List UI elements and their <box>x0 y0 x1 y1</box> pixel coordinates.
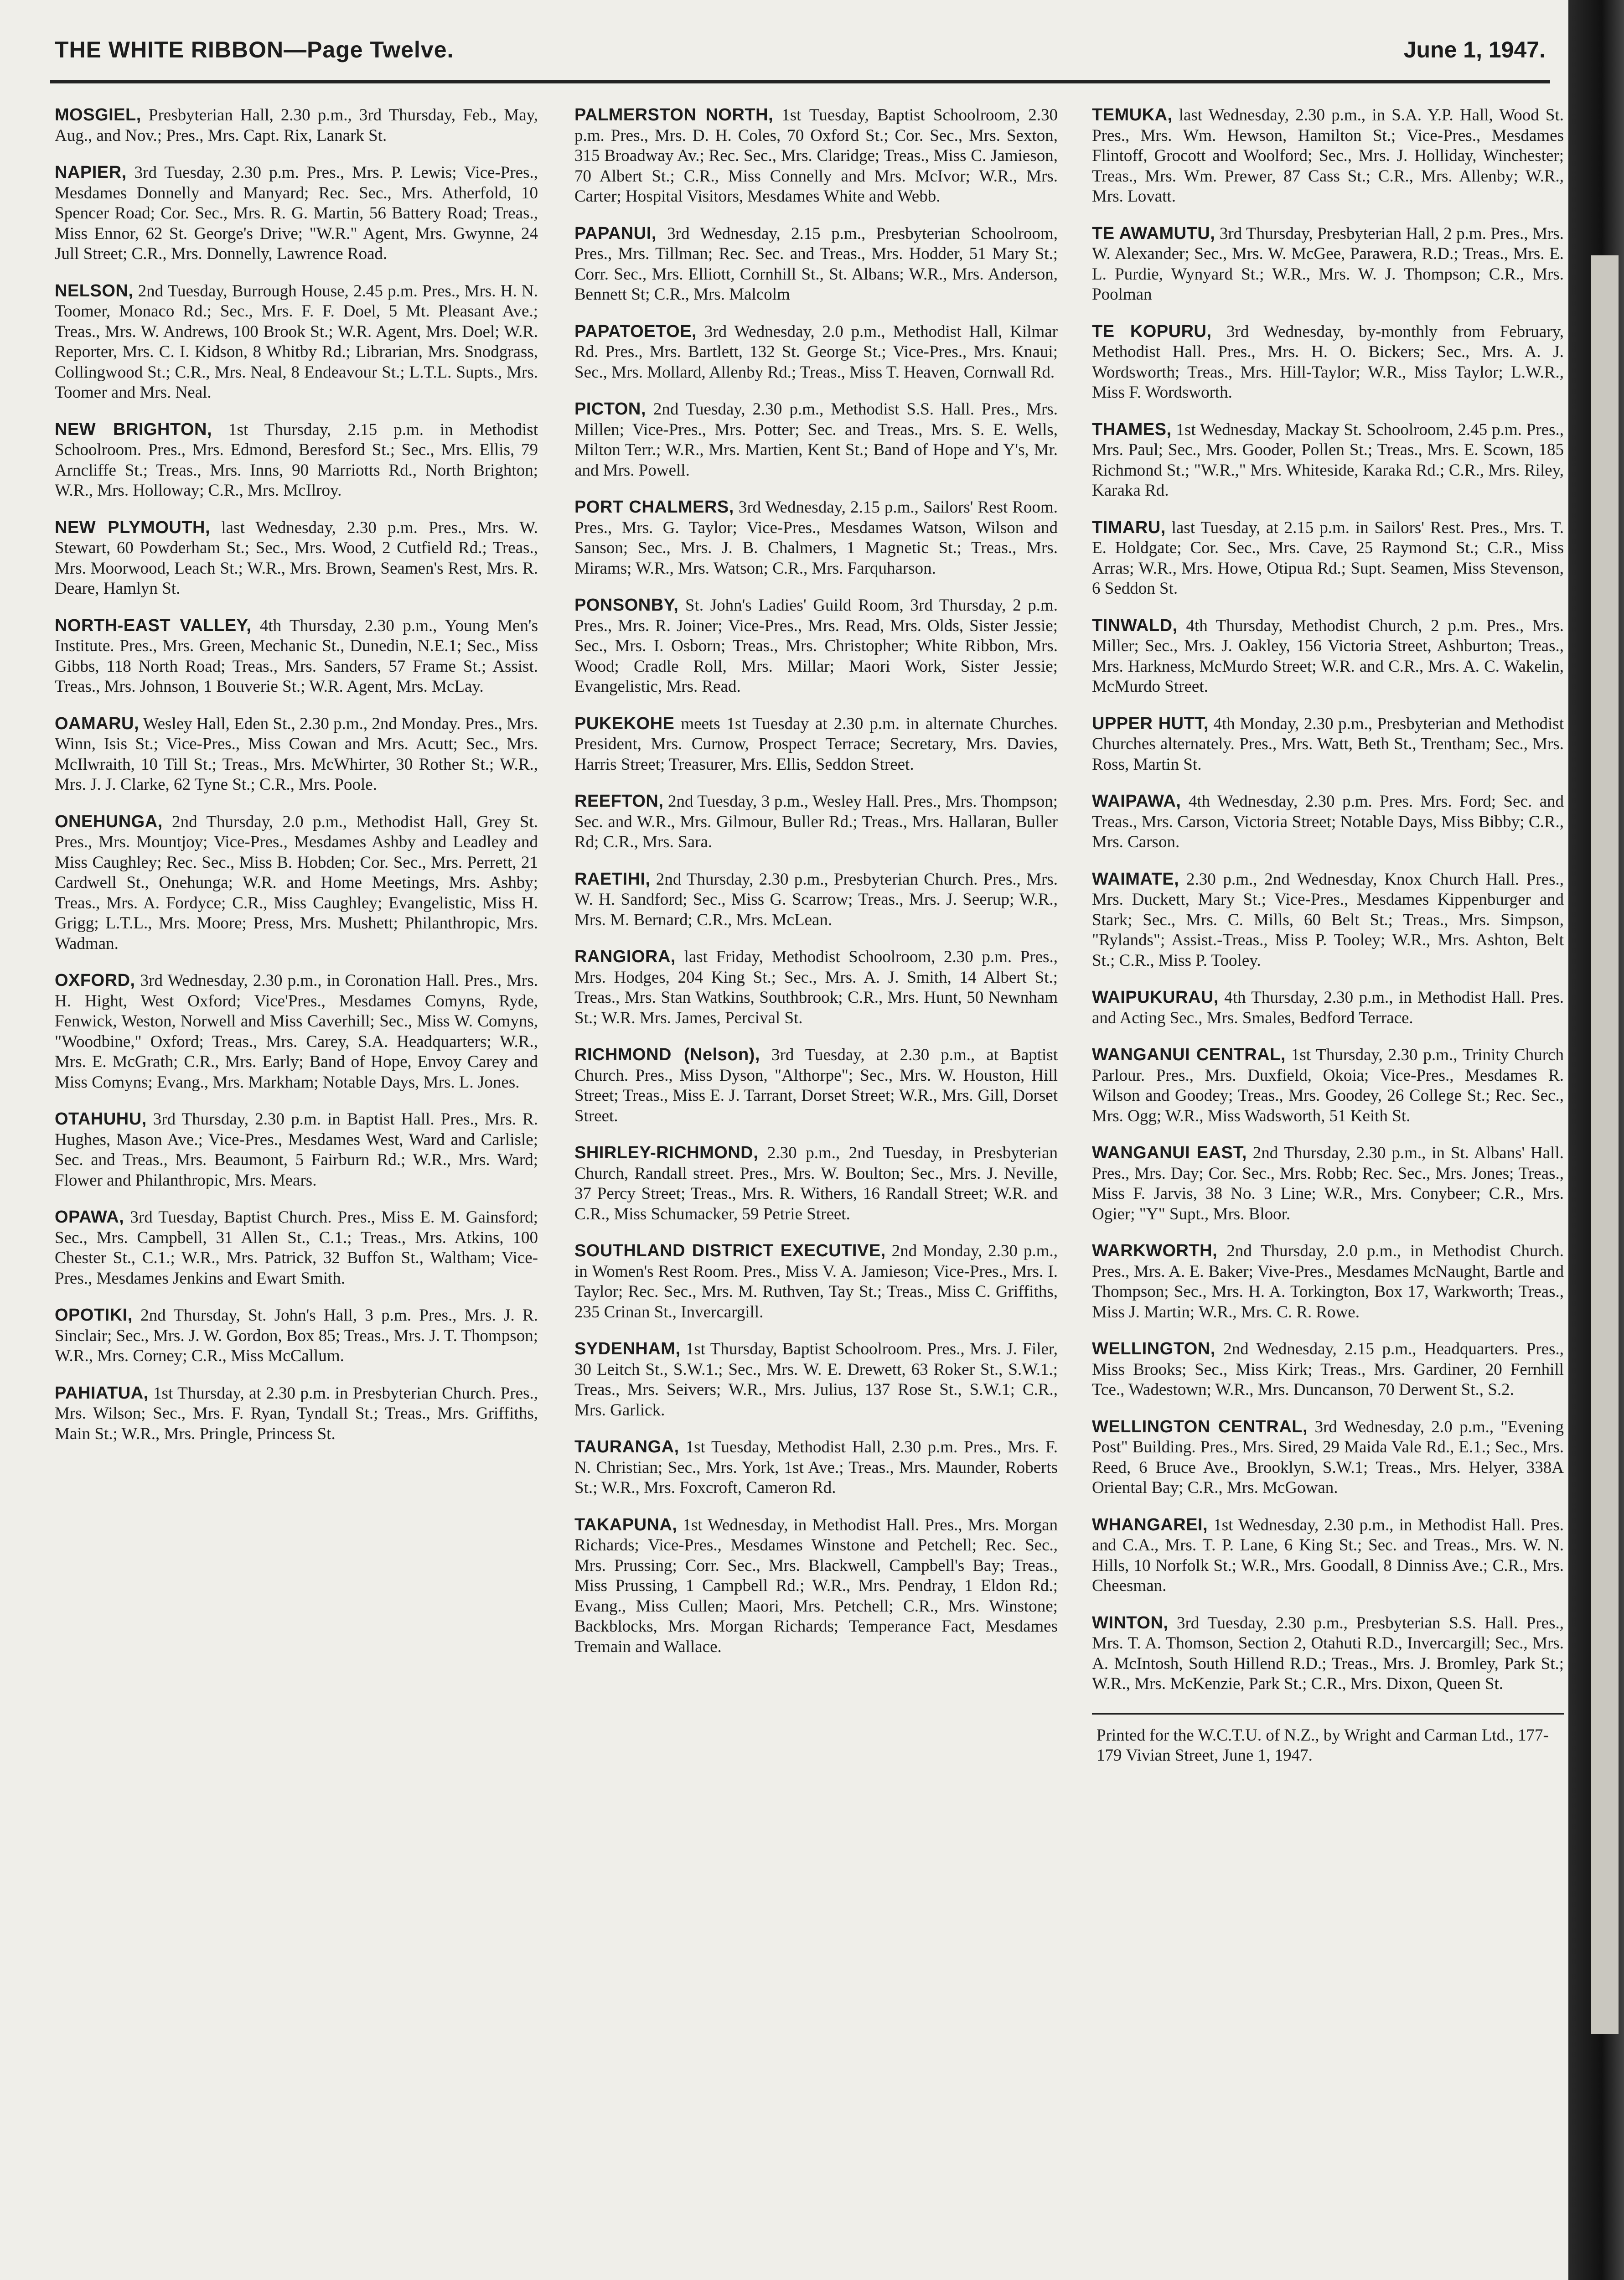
entry-name: THAMES, <box>1092 420 1172 439</box>
column-3 <box>1092 105 1564 2280</box>
directory-entry <box>1092 616 1564 697</box>
directory-entry <box>1092 105 1564 207</box>
directory-entry <box>55 714 538 795</box>
entry-text: last Friday, Methodist Schoolroom, 2.30 p.m. Pres., Mrs. Hodges, 204 King St.; Sec., Mrs. A. J. Smith, 14 Albert St.; Treas., Mrs. Stan Watkins, Southbrook; C.R., Mrs. Hunt, 50 Newnham St.; W.R. Mrs. James, Percival St. <box>574 948 1058 1027</box>
directory-entry <box>55 616 538 697</box>
entry-name: WAIMATE, <box>1092 869 1179 889</box>
entry-text: 3rd Wednesday, 2.15 p.m., Presbyterian Schoolroom, Pres., Mrs. Tillman; Rec. Sec. and Treas., Mrs. Hodder, 51 Mary St.; Corr. Sec., Mrs. Elliott, Cornhill St., St. Albans; W.R., Mrs. Anderson, Bennett St; C.R., Mrs. Malcolm <box>574 224 1058 304</box>
entry-text: 2nd Monday, 2.30 p.m., in Women's Rest Room. Pres., Miss V. A. Jamieson; Vice-Pres., Mrs. I. Taylor; Rec. Sec., Mrs. M. Ruthven, Tay St.; Treas., Miss C. Griffiths, 235 Crinan St., Invercargill. <box>574 1242 1058 1321</box>
entry-name: WAIPUKURAU, <box>1092 988 1219 1007</box>
entry-text: 1st Tuesday, Baptist Schoolroom, 2.30 p.m. Pres., Mrs. D. H. Coles, 70 Oxford St.; Cor. Sec., Mrs. Sexton, 315 Broadway Av.; Rec. Sec., Mrs. Claridge; Treas., Miss C. Jamieson, 70 Albert St.; C.R., Miss Connelly and Mrs. McIvor; W.R., Mrs. Carter; Hospital Visitors, Mesdames White and Webb. <box>574 106 1058 206</box>
entry-text: 4th Wednesday, 2.30 p.m. Pres. Mrs. Ford; Sec. and Treas., Mrs. Carson, Victoria Street; Notable Days, Miss Bibby; C.R., Mrs. Carson. <box>1092 792 1564 851</box>
entry-name: TE KOPURU, <box>1092 321 1212 341</box>
directory-entry <box>574 497 1058 579</box>
entry-name: OAMARU, <box>55 714 140 733</box>
entry-text: 2nd Wednesday, 2.15 p.m., Headquarters. Pres., Miss Brooks; Sec., Miss Kirk; Treas., Mrs. Gardiner, 20 Fernhill Tce., Wadestown; W.R., Mrs. Duncanson, 70 Derwent St., S.2. <box>1092 1340 1564 1399</box>
entry-text: meets 1st Tuesday at 2.30 p.m. in alternate Churches. President, Mrs. Curnow, Prospect Terrace; Secretary, Mrs. Davies, Harris Street; Treasurer, Mrs. Ellis, Seddon Street. <box>574 714 1058 774</box>
directory-entry <box>574 1241 1058 1322</box>
entry-text: 2nd Thursday, 2.0 p.m., in Methodist Church. Pres., Mrs. A. E. Baker; Vive-Pres., Mesdames McNaught, Bartle and Thompson; Sec., Mrs. H. A. Torkington, Box 17, Warkworth; Treas., Miss J. Martin; W.R., Mrs. C. R. Rowe. <box>1092 1242 1564 1321</box>
entry-text: 1st Thursday, Baptist Schoolroom. Pres., Mrs. J. Filer, 30 Leitch St., S.W.1.; Sec., Mrs. W. E. Drewett, 63 Roker St., S.W.1.; Treas., Mrs. Seivers; W.R., Mrs. Julius, 137 Rose St., S.W.1; C.R., Mrs. Garlick. <box>574 1340 1058 1420</box>
directory-entry <box>574 1515 1058 1658</box>
entry-text: 2nd Tuesday, 3 p.m., Wesley Hall. Pres., Mrs. Thompson; Sec. and W.R., Mrs. Gilmour, Buller Rd.; Treas., Mrs. Hallaran, Buller Rd; C.R., Mrs. Sara. <box>574 792 1058 851</box>
page-date: June 1, 1947. <box>1403 37 1546 62</box>
entry-name: WELLINGTON, <box>1092 1339 1215 1358</box>
entry-text: 1st Thursday, 2.30 p.m., Trinity Church Parlour. Pres., Mrs. Duxfield, Okoia; Vice-Pres., Mesdames R. Wilson and Goodey; Treas., Mrs. Goodey, 26 College St.; Rec. Sec., Mrs. Ogg; W.R., Miss Wadsworth, 51 Keith St. <box>1092 1046 1564 1125</box>
directory-entry <box>1092 1515 1564 1596</box>
entry-text: 4th Thursday, 2.30 p.m., in Methodist Hall. Pres. and Acting Sec., Mrs. Smales, Bedford Terrace. <box>1092 988 1564 1027</box>
directory-entry <box>574 1045 1058 1126</box>
directory-entry <box>574 105 1058 207</box>
directory-entry <box>55 420 538 501</box>
directory-entry <box>55 105 538 146</box>
entry-name: RICHMOND (Nelson), <box>574 1045 760 1064</box>
entry-name: ONEHUNGA, <box>55 812 163 831</box>
directory-entry <box>574 1437 1058 1498</box>
entry-text: 3rd Thursday, Presbyterian Hall, 2 p.m. Pres., Mrs. W. Alexander; Sec., Mrs. W. McGee, Parawera, R.D.; Treas., Mrs. E. L. Purdie, Wynyard St.; W.R., Mrs. W. J. Thompson; C.R., Mrs. Poolman <box>1092 224 1564 304</box>
entry-text: last Wednesday, 2.30 p.m., in S.A. Y.P. Hall, Wood St. Pres., Mrs. Wm. Hewson, Hamilton St.; Vice-Pres., Mesdames Flintoff, Grocott and Woolford; Sec., Mrs. J. Holliday, Winchester; Treas., Mrs. Wm. Prewer, 87 Cass St.; C.R., Mrs. Allenby; W.R., Mrs. Lovatt. <box>1092 106 1564 206</box>
entry-text: 3rd Wednesday, 2.0 p.m., "Evening Post" Building. Pres., Mrs. Sired, 29 Maida Vale Rd., E.1.; Sec., Mrs. Reed, 6 Bruce Ave., Brooklyn, S.W.1; Treas., Mrs. Helyer, 338A Oriental Bay; C.R., Mrs. McGowan. <box>1092 1417 1564 1497</box>
entry-text: Presbyterian Hall, 2.30 p.m., 3rd Thursday, Feb., May, Aug., and Nov.; Pres., Mrs. Capt. Rix, Lanark St. <box>55 106 538 145</box>
directory-entry <box>574 869 1058 931</box>
directory-entry <box>1092 1417 1564 1498</box>
entry-text: 1st Tuesday, Methodist Hall, 2.30 p.m. Pres., Mrs. F. N. Christian; Sec., Mrs. York, 1st Ave.; Treas., Mrs. Maunder, Roberts St.; W.R., Mrs. Foxcroft, Cameron Rd. <box>574 1438 1058 1497</box>
entry-name: SYDENHAM, <box>574 1339 681 1358</box>
entry-name: PICTON, <box>574 399 646 419</box>
directory-entry <box>1092 1613 1564 1694</box>
entry-name: PAHIATUA, <box>55 1383 149 1403</box>
entry-text: 1st Wednesday, in Methodist Hall. Pres., Mrs. Morgan Richards; Vice-Pres., Mesdames Winstone and Petchell; Rec. Sec., Mrs. Prussing; Corr. Sec., Mrs. Blackwell, Campbell's Bay; Treas., Miss Prussing, 1 Campbell Rd.; W.R., Mrs. Pendray, 1 Eldon Rd.; Evang., Miss Cullen; Maori, Mrs. Petchell; C.R., Mrs. Winstone; Backblocks, Mrs. Morgan Richards; Temperance Fact, Mesdames Tremain and Wallace. <box>574 1515 1058 1656</box>
entry-name: WINTON, <box>1092 1613 1169 1632</box>
entry-text: 2.30 p.m., 2nd Wednesday, Knox Church Hall. Pres., Mrs. Duckett, Mary St.; Vice-Pres., Mesdames Kippenburger and Stark; Sec., Mrs. C. Mills, 60 Belt St.; Treas., Mrs. Simpson, "Rylands"; Assist.-Treas., Miss P. Tooley; W.R., Mrs. Ashton, Belt St.; C.R., Miss P. Tooley. <box>1092 870 1564 970</box>
directory-entry <box>1092 1143 1564 1224</box>
entry-name: OXFORD, <box>55 971 135 990</box>
entry-text: 3rd Wednesday, 2.0 p.m., Methodist Hall, Kilmar Rd. Pres., Mrs. Bartlett, 132 St. George St.; Vice-Pres., Mrs. Knaui; Sec., Mrs. Mollard, Allenby Rd.; Treas., Miss T. Heaven, Cornwall Rd. <box>574 322 1058 382</box>
directory-entry <box>1092 714 1564 775</box>
directory-entry <box>1092 1339 1564 1400</box>
entry-name: TIMARU, <box>1092 518 1166 537</box>
entry-text: 2nd Thursday, 2.30 p.m., Presbyterian Church. Pres., Mrs. W. H. Sandford; Sec., Miss G. Scarrow; Treas., Mrs. J. Seerup; W.R., Mrs. M. Bernard; C.R., Mrs. McLean. <box>574 870 1058 929</box>
entry-text: 3rd Thursday, 2.30 p.m. in Baptist Hall. Pres., Mrs. R. Hughes, Mason Ave.; Vice-Pres., Mesdames West, Ward and Carlisle; Sec. and Treas., Mrs. Beaumont, 5 Fairburn Rd.; W.R., Mrs. Ward; Flower and Philanthropic, Mrs. Mears. <box>55 1110 538 1190</box>
entry-text: 1st Wednesday, Mackay St. Schoolroom, 2.45 p.m. Pres., Mrs. Paul; Sec., Mrs. Gooder, Pollen St.; Treas., Mrs. E. Scown, 185 Richmond St.; "W.R.," Mrs. Whiteside, Karaka Rd.; C.R., Mrs. Riley, Karaka Rd. <box>1092 420 1564 500</box>
entry-text: Wesley Hall, Eden St., 2.30 p.m., 2nd Monday. Pres., Mrs. Winn, Isis St.; Vice-Pres., Miss Cowan and Mrs. Acutt; Sec., Mrs. McIlwraith, 10 Till St.; Treas., Mrs. McWhirter, 30 Rother St.; W.R., Mrs. J. J. Clarke, 62 Tyne St.; C.R., Mrs. Poole. <box>55 714 538 794</box>
directory-entry <box>1092 321 1564 403</box>
entry-text: 3rd Wednesday, 2.30 p.m., in Coronation Hall. Pres., Mrs. H. Hight, West Oxford; Vice'Pres., Mesdames Comyns, Ryde, Fenwick, Weston, Norwell and Miss Caverhill; Sec., Miss W. Comyns, "Woodbine," Oxford; Treas., Mrs. Carey, S.A. Headquarters; W.R., Mrs. E. McGrath; C.R., Mrs. Early; Band of Hope, Envoy Carey and Miss Comyns; Evang., Mrs. Markham; Notable Days, Mrs. L. Jones. <box>55 971 538 1092</box>
entry-name: PUKEKOHE <box>574 714 675 733</box>
entry-name: PONSONBY, <box>574 596 679 615</box>
directory-entry <box>1092 869 1564 971</box>
directory-entry <box>55 970 538 1093</box>
directory-entry <box>1092 791 1564 853</box>
entry-name: TE AWAMUTU, <box>1092 223 1215 243</box>
page-edge-strip <box>1591 255 1619 2034</box>
entry-text: 2nd Thursday, 2.30 p.m., in St. Albans' Hall. Pres., Mrs. Day; Cor. Sec., Mrs. Robb; Rec. Sec., Mrs. Jones; Treas., Miss F. Jarvis, 38 No. 3 Line; W.R., Mrs. Conybeer; C.R., Mrs. Ogier; "Y" Supt., Mrs. Bloor. <box>1092 1144 1564 1223</box>
entry-text: 3rd Tuesday, at 2.30 p.m., at Baptist Church. Pres., Miss Dyson, "Althorpe"; Sec., Mrs. W. Houston, Hill Street; Treas., Miss E. J. Tarrant, Dorset Street; W.R., Mrs. Gill, Dorset Street. <box>574 1046 1058 1125</box>
entry-name: TINWALD, <box>1092 616 1178 635</box>
directory-entry <box>574 947 1058 1028</box>
entry-name: SOUTHLAND DISTRICT EXECUTIVE, <box>574 1241 886 1260</box>
entry-text: 4th Thursday, Methodist Church, 2 p.m. Pres., Mrs. Miller; Sec., Mrs. J. Oakley, 156 Victoria Street, Ashburton; Treas., Mrs. Harkness, McMurdo Street; W.R. and C.R., Mrs. A. C. Wakelin, McMurdo Street. <box>1092 616 1564 696</box>
entry-text: 3rd Tuesday, 2.30 p.m. Pres., Mrs. P. Lewis; Vice-Pres., Mesdames Donnelly and Manyard; Rec. Sec., Mrs. Atherfold, 10 Spencer Road; Cor. Sec., Mrs. R. G. Martin, 56 Battery Road; Treas., Miss Ennor, 62 St. George's Drive; "W.R." Agent, Mrs. Gwynne, 24 Jull Street; C.R., Mrs. Donnelly, Lawrence Road. <box>55 163 538 263</box>
directory-entry <box>1092 1045 1564 1126</box>
entry-name: WARKWORTH, <box>1092 1241 1218 1260</box>
entry-text: 3rd Tuesday, Baptist Church. Pres., Miss E. M. Gainsford; Sec., Mrs. Campbell, 31 Allen St., C.1.; Treas., Mrs. Atkins, 100 Chester St., C.1.; W.R., Mrs. Patrick, 32 Buffon St., Waltham; Vice-Pres., Mesdames Jenkins and Ewart Smith. <box>55 1208 538 1288</box>
directory-entry <box>1092 987 1564 1028</box>
page-header <box>55 32 1546 78</box>
entry-text: last Wednesday, 2.30 p.m. Pres., Mrs. W. Stewart, 60 Powderham St.; Sec., Mrs. Wood, 2 Cutfield Rd.; Treas., Mrs. Moorwood, Leach St.; W.R., Mrs. Brown, Seamen's Rest, Mrs. R. Deare, Hamlyn St. <box>55 518 538 598</box>
entry-name: OPAWA, <box>55 1207 124 1227</box>
entry-name: PALMERSTON NORTH, <box>574 105 774 124</box>
directory-entry <box>574 321 1058 383</box>
entry-name: NAPIER, <box>55 163 127 182</box>
entry-text: 4th Thursday, 2.30 p.m., Young Men's Institute. Pres., Mrs. Green, Mechanic St., Dunedin, N.E.1; Sec., Miss Gibbs, 118 North Road; Treas., Mrs. Sanders, 57 Frame St.; Assist. Treas., Mrs. Johnson, 1 Bouverie St.; W.R. Agent, Mrs. McLay. <box>55 616 538 696</box>
directory-entry <box>55 1207 538 1289</box>
footer-rule <box>1092 1713 1564 1715</box>
entry-name: RAETIHI, <box>574 869 651 889</box>
entry-name: TAKAPUNA, <box>574 1515 678 1534</box>
column-2 <box>574 105 1058 2280</box>
entry-name: PAPANUI, <box>574 223 657 243</box>
entry-name: UPPER HUTT, <box>1092 714 1209 733</box>
entry-name: MOSGIEL, <box>55 105 141 124</box>
directory-entry <box>574 714 1058 775</box>
directory-entry <box>55 812 538 954</box>
directory-entry <box>55 1109 538 1191</box>
directory-entry <box>1092 420 1564 501</box>
imprint-footer: Printed for the W.C.T.U. of N.Z., by Wright and Carman Ltd., 177-179 Vivian Street, June 1, 1947. <box>1096 1726 1549 1765</box>
entry-name: WANGANUI CENTRAL, <box>1092 1045 1286 1064</box>
entry-text: 3rd Wednesday, 2.15 p.m., Sailors' Rest Room. Pres., Mrs. G. Taylor; Vice-Pres., Mesdames Watson, Wilson and Sanson; Sec., Mrs. J. B. Chalmers, 1 Magnetic St.; Treas., Mrs. Mirams; W.R., Mrs. Watson; C.R., Mrs. Farquharson. <box>574 498 1058 578</box>
entry-text: 2.30 p.m., 2nd Tuesday, in Presbyterian Church, Randall street. Pres., Mrs. W. Boulton; Sec., Mrs. J. Neville, 37 Percy Street; Treas., Mrs. R. Withers, 16 Randall Street; W.R. and C.R., Miss Schumacker, 59 Petrie Street. <box>574 1144 1058 1223</box>
entry-text: St. John's Ladies' Guild Room, 3rd Thursday, 2 p.m. Pres., Mrs. R. Joiner; Vice-Pres., Mrs. Read, Mrs. Olds, Sister Jessie; Sec., Mrs. I. Osborn; Treas., Mrs. Christopher; White Ribbon, Mrs. Wood; Cradle Roll, Mrs. Millar; Maori Work, Sister Jessie; Evangelistic, Mrs. Read. <box>574 596 1058 696</box>
header-rule <box>50 80 1550 83</box>
directory-entry <box>574 223 1058 305</box>
entry-text: 1st Thursday, at 2.30 p.m. in Presbyterian Church. Pres., Mrs. Wilson; Sec., Mrs. F. Ryan, Tyndall St.; Treas., Mrs. Griffiths, Main St.; W.R., Mrs. Pringle, Princess St. <box>55 1384 538 1443</box>
entry-text: 1st Thursday, 2.15 p.m. in Methodist Schoolroom. Pres., Mrs. Edmond, Beresford St.; Sec., Mrs. Ellis, 79 Arncliffe St.; Treas., Mrs. Inns, 90 Marriotts Rd., North Brighton; W.R., Mrs. Holloway; C.R., Mrs. McIlroy. <box>55 420 538 500</box>
entry-name: WAIPAWA, <box>1092 792 1181 811</box>
entry-text: 1st Wednesday, 2.30 p.m., in Methodist Hall. Pres. and C.A., Mrs. T. P. Lane, 6 King St.; Sec. and Treas., Mrs. W. N. Hills, 10 Norfolk St.; W.R., Mrs. Goodall, 8 Dinniss Ave.; C.R., Mrs. Cheesman. <box>1092 1515 1564 1595</box>
entry-name: OTAHUHU, <box>55 1109 147 1129</box>
entry-text: 3rd Wednesday, by-monthly from February, Methodist Hall. Pres., Mrs. H. O. Bickers; Sec., Mrs. A. J. Wordsworth; Treas., Mrs. Hill-Taylor; W.R., Miss Taylor; L.W.R., Miss F. Wordsworth. <box>1092 322 1564 402</box>
directory-entry <box>55 1383 538 1445</box>
entry-name: OPOTIKI, <box>55 1306 133 1325</box>
directory-entry <box>55 281 538 403</box>
entry-name: PORT CHALMERS, <box>574 497 734 517</box>
entry-text: 2nd Tuesday, Burrough House, 2.45 p.m. Pres., Mrs. H. N. Toomer, Monaco Rd.; Sec., Mrs. F. F. Doel, 5 Mt. Pleasant Ave.; Treas., Mrs. W. Andrews, 100 Brook St.; W.R. Agent, Mrs. Doel; W.R. Reporter, Mrs. C. I. Kidson, 8 Whitby Rd.; Librarian, Mrs. Snodgrass, Collingwood St.; C.R., Mrs. Neal, 8 Endeavour St.; L.T.L. Supts., Mrs. Toomer and Mrs. Neal. <box>55 281 538 402</box>
directory-entry <box>574 791 1058 853</box>
directory-entry <box>55 518 538 599</box>
entry-name: PAPATOETOE, <box>574 321 697 341</box>
entry-text: last Tuesday, at 2.15 p.m. in Sailors' Rest. Pres., Mrs. T. E. Holdgate; Cor. Sec., Mrs. Cave, 25 Raymond St.; C.R., Miss Arras; W.R., Mrs. Howe, Otipua Rd.; Supt. Seamen, Miss Stevenson, 6 Seddon St. <box>1092 518 1564 598</box>
entry-name: NORTH-EAST VALLEY, <box>55 616 252 635</box>
entry-text: 2nd Thursday, 2.0 p.m., Methodist Hall, Grey St. Pres., Mrs. Mountjoy; Vice-Pres., Mesdames Ashby and Leadley and Miss Caughley; Rec. Sec., Miss B. Hobden; Cor. Sec., Mrs. Perrett, 21 Cardwell St., Onehunga; W.R. and Home Meetings, Mrs. Ashby; Treas., Mrs. A. Fordyce; C.R., Miss Caughley; Evangelistic, Miss H. Grigg; L.T.L., Mrs. Moore; Press, Mrs. Mushett; Philanthropic, Mrs. Wadman. <box>55 812 538 953</box>
entry-text: 2nd Tuesday, 2.30 p.m., Methodist S.S. Hall. Pres., Mrs. Millen; Vice-Pres., Mrs. Potter; Sec. and Treas., Mrs. S. E. Wells, Milton Terr.; W.R., Mrs. Martien, Kent St.; Band of Hope and Y's, Mr. and Mrs. Powell. <box>574 400 1058 480</box>
entry-name: TEMUKA, <box>1092 105 1173 124</box>
directory-entry <box>574 399 1058 481</box>
entry-text: 4th Monday, 2.30 p.m., Presbyterian and Methodist Churches alternately. Pres., Mrs. Watt, Beth St., Trentham; Sec., Mrs. Ross, Martin St. <box>1092 714 1564 774</box>
entry-name: TAURANGA, <box>574 1437 679 1456</box>
entry-name: RANGIORA, <box>574 947 676 966</box>
entry-name: WANGANUI EAST, <box>1092 1143 1247 1162</box>
entry-text: 3rd Tuesday, 2.30 p.m., Presbyterian S.S. Hall. Pres., Mrs. T. A. Thomson, Section 2, Otahuti R.D., Invercargill; Sec., Mrs. A. McIntosh, South Hillend R.D.; Treas., Mrs. J. Bromley, Park St.; W.R., Mrs. McKenzie, Park St.; C.R., Mrs. Dixon, Queen St. <box>1092 1613 1564 1693</box>
entry-text: 2nd Thursday, St. John's Hall, 3 p.m. Pres., Mrs. J. R. Sinclair; Sec., Mrs. J. W. Gordon, Box 85; Treas., Mrs. J. T. Thompson; W.R., Mrs. Corney; C.R., Miss McCallum. <box>55 1306 538 1365</box>
entry-name: REEFTON, <box>574 792 664 811</box>
directory-entry <box>574 1339 1058 1420</box>
directory-entry <box>1092 518 1564 599</box>
page-title: THE WHITE RIBBON—Page Twelve. <box>55 37 454 62</box>
entry-name: NEW BRIGHTON, <box>55 420 212 439</box>
directory-entry <box>55 1305 538 1367</box>
directory-entry <box>574 1143 1058 1224</box>
directory-entry <box>55 162 538 264</box>
entry-name: NEW PLYMOUTH, <box>55 518 211 537</box>
directory-entry <box>574 595 1058 697</box>
entry-name: WHANGAREI, <box>1092 1515 1208 1534</box>
column-1 <box>55 105 538 2280</box>
entry-name: NELSON, <box>55 281 134 301</box>
entry-name: WELLINGTON CENTRAL, <box>1092 1417 1308 1436</box>
directory-entry <box>1092 223 1564 305</box>
entry-name: SHIRLEY-RICHMOND, <box>574 1143 759 1162</box>
directory-entry <box>1092 1241 1564 1322</box>
